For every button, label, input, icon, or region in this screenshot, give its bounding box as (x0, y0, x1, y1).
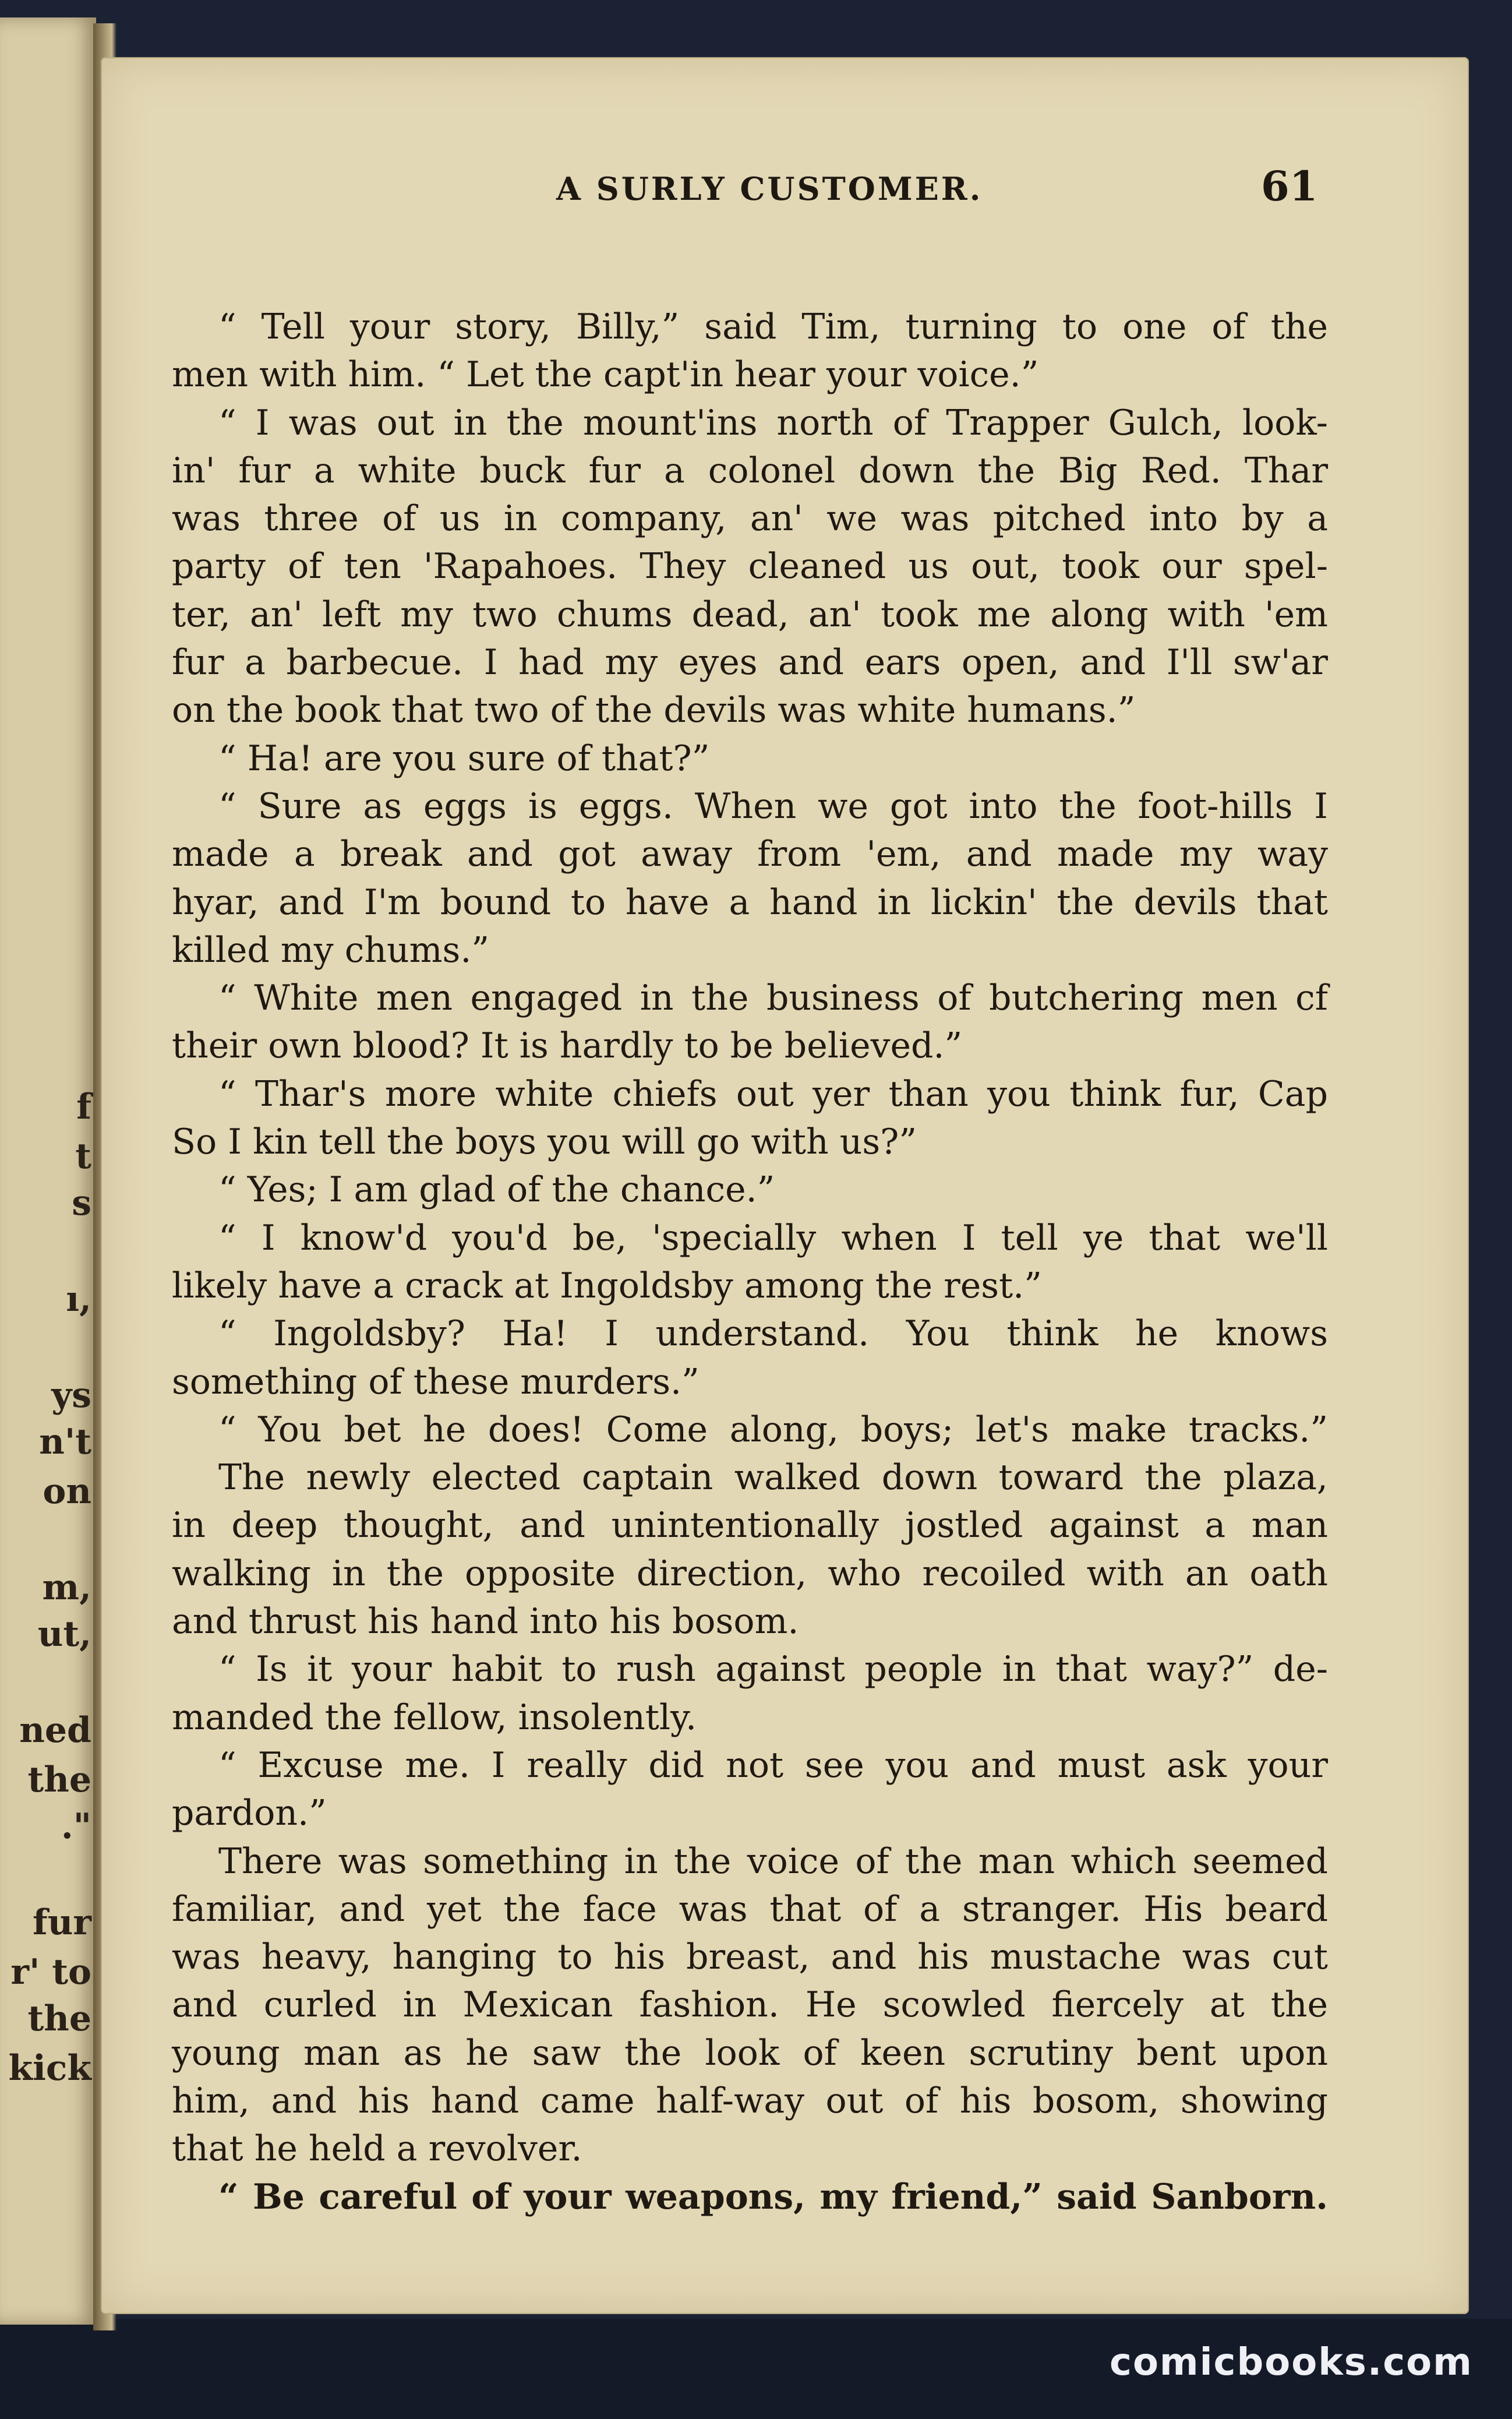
text-line: in' fur a white buck fur a colonel down the Big Red. Thar (172, 450, 1328, 491)
text-line: men with him. “ Let the capt'in hear your voice.” (172, 354, 1039, 396)
text-line: “ White men engaged in the business of butchering men cf (218, 978, 1328, 1019)
text-line: “ Thar's more white chiefs out yer than you think fur, Cap (218, 1073, 1328, 1115)
text-line: “ Be careful of your weapons, my friend,” said Sanborn. (218, 2176, 1328, 2217)
text-line: their own blood? It is hardly to be believed.” (172, 1025, 963, 1067)
text-line: was three of us in company, an' we was pitched into by a (172, 498, 1328, 539)
facing-page-fragment: f (76, 1087, 91, 1127)
text-line: young man as he saw the look of keen scrutiny bent upon (172, 2032, 1328, 2074)
text-line: him, and his hand came half-way out of his bosom, showing (172, 2080, 1328, 2121)
text-line: party of ten 'Rapahoes. They cleaned us out, took our spel- (172, 546, 1328, 587)
text-line: likely have a crack at Ingoldsby among the rest.” (172, 1265, 1042, 1306)
facing-page-fragment: m, (42, 1567, 91, 1608)
facing-page-fragment: the (27, 1998, 91, 2039)
text-line: “ Is it your habit to rush against people in that way?” de- (218, 1649, 1328, 1690)
text-line: The newly elected captain walked down toward the plaza, (218, 1457, 1328, 1498)
facing-page-fragment: fur (32, 1902, 91, 1943)
text-line: on the book that two of the devils was white humans.” (172, 690, 1136, 731)
facing-page-fragment: the (27, 1759, 91, 1800)
facing-page-fragment: on (43, 1471, 91, 1512)
text-line: that he held a revolver. (172, 2128, 582, 2170)
facing-page-fragment: ." (61, 1806, 91, 1847)
text-line: “ You bet he does! Come along, boys; let's make tracks.” (218, 1409, 1328, 1450)
body-text (172, 303, 1328, 2221)
facing-page-fragment: ned (19, 1710, 91, 1751)
facing-page-fragment: s (72, 1183, 91, 1223)
book-page (102, 58, 1468, 2313)
facing-page-fragment: n't (39, 1422, 91, 1462)
text-line: and thrust his hand into his bosom. (172, 1601, 799, 1642)
text-line: in deep thought, and unintentionally jostled against a man (172, 1505, 1328, 1546)
facing-page-fragment: kick (8, 2048, 91, 2089)
facing-page-fragment: ut, (37, 1614, 91, 1655)
text-line: made a break and got away from 'em, and made my way (172, 834, 1328, 875)
text-line: “ Ha! are you sure of that?” (218, 738, 710, 779)
watermark: comicbooks.com (1110, 2341, 1473, 2384)
text-line: manded the fellow, insolently. (172, 1697, 697, 1738)
text-line: “ Tell your story, Billy,” said Tim, turning to one of the (218, 306, 1328, 347)
text-line: familiar, and yet the face was that of a stranger. His beard (172, 1888, 1328, 1930)
text-line: “ Excuse me. I really did not see you and must ask your (218, 1744, 1328, 1786)
text-line: So I kin tell the boys you will go with us?” (172, 1122, 917, 1163)
text-line: hyar, and I'm bound to have a hand in lickin' the devils that (172, 881, 1328, 923)
text-line: ter, an' left my two chums dead, an' took me along with 'em (172, 594, 1328, 635)
facing-page-fragment: ys (51, 1375, 91, 1416)
text-line: and curled in Mexican fashion. He scowled fiercely at the (172, 1984, 1328, 2026)
text-line: walking in the opposite direction, who recoiled with an oath (172, 1553, 1328, 1594)
facing-page-fragment: t (75, 1136, 91, 1177)
facing-page-fragment: r' to (10, 1952, 91, 1993)
facing-page-edge (0, 17, 96, 2325)
running-head (102, 162, 1468, 214)
text-line: “ I know'd you'd be, 'specially when I tell ye that we'll (218, 1217, 1328, 1258)
text-line: fur a barbecue. I had my eyes and ears open, and I'll sw'ar (172, 642, 1328, 683)
text-line: “ Ingoldsby? Ha! I understand. You think he knows (218, 1313, 1328, 1355)
text-line: “ Sure as eggs is eggs. When we got into the foot-hills I (218, 785, 1328, 827)
chapter-running-title: A SURLY CUSTOMER. (556, 170, 983, 207)
text-line: killed my chums.” (172, 929, 490, 971)
text-line: There was something in the voice of the man which seemed (218, 1840, 1328, 1882)
text-line: “ Yes; I am glad of the chance.” (218, 1169, 775, 1211)
text-line: pardon.” (172, 1793, 327, 1834)
text-line: was heavy, hanging to his breast, and his mustache was cut (172, 1937, 1328, 1978)
facing-page-fragment: ı, (66, 1279, 91, 1320)
text-line: something of these murders.” (172, 1361, 700, 1402)
text-line: “ I was out in the mount'ins north of Trapper Gulch, look- (218, 402, 1328, 443)
page-number: 61 (1261, 162, 1318, 210)
